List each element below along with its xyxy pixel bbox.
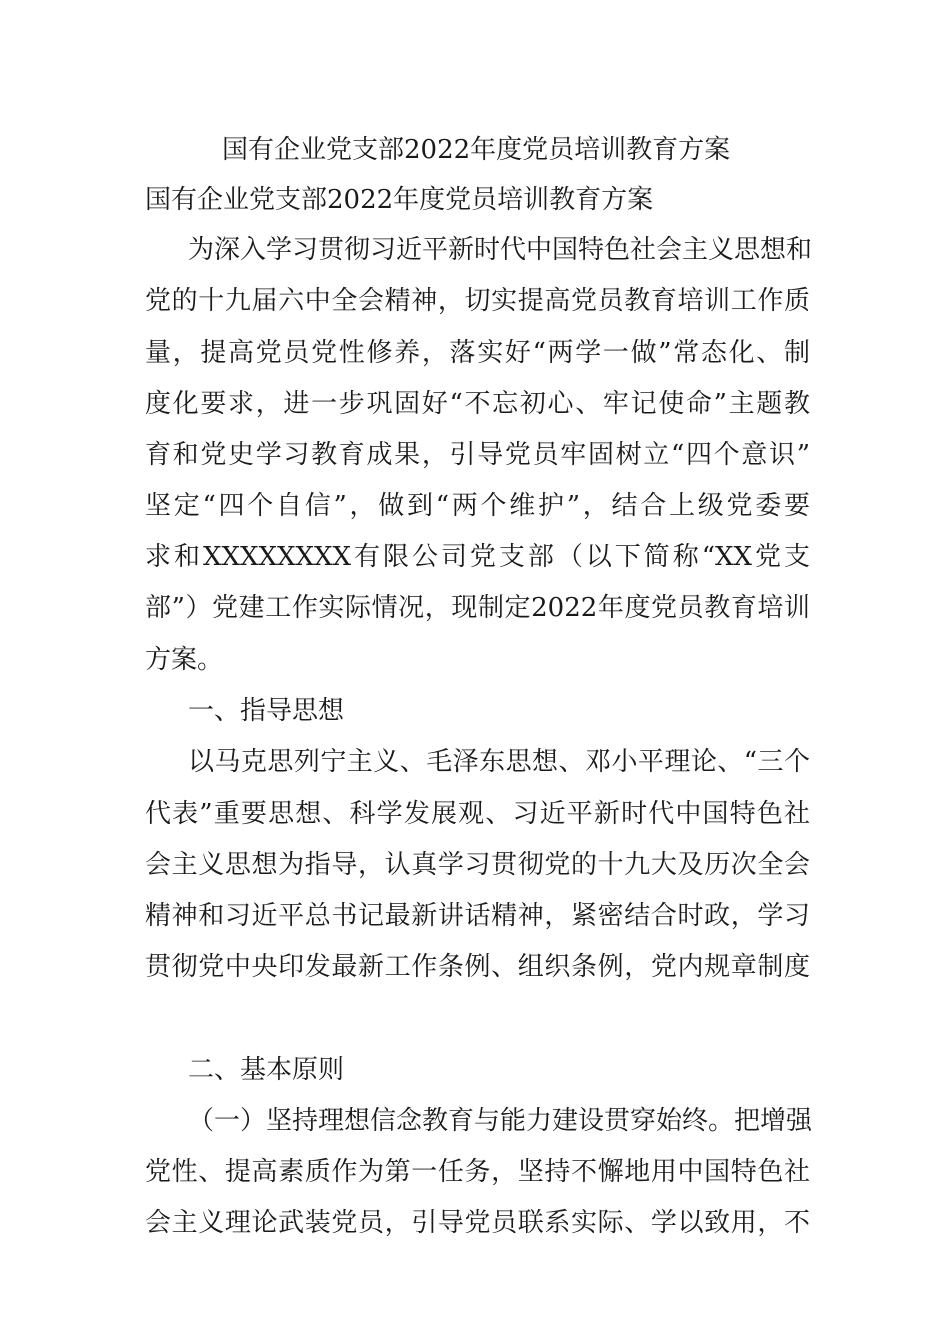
document-subtitle: 国有企业党支部2022年度党员培训教育方案 [145,185,654,215]
intro-line: 育和党史学习教育成果，引导党员牢固树立“四个意识” [145,440,810,470]
section1-line: 贯彻党中央印发最新工作条例、组织条例，党内规章制度 [145,952,810,982]
section2-line: （一）坚持理想信念教育与能力建设贯穿始终。把增强 [188,1106,813,1136]
intro-line: 方案。 [145,645,224,675]
intro-line: 量，提高党员党性修养，落实好“两学一做”常态化、制 [145,338,810,368]
intro-line: 求和XXXXXXXX有限公司党支部（以下简称“XX党支 [145,542,810,572]
section-heading-basic-principles: 二、基本原则 [188,1055,345,1085]
section1-line: 代表”重要思想、科学发展观、习近平新时代中国特色社 [145,799,810,829]
section1-line: 会主义思想为指导，认真学习贯彻党的十九大及历次全会 [145,850,810,880]
intro-line: 党的十九届六中全会精神，切实提高党员教育培训工作质 [145,286,810,316]
section2-line: 党性、提高素质作为第一任务，坚持不懈地用中国特色社 [145,1157,810,1187]
intro-line: 部”）党建工作实际情况，现制定2022年度党员教育培训 [145,593,810,623]
intro-line: 为深入学习贯彻习近平新时代中国特色社会主义思想和 [188,235,813,265]
section1-line: 以马克思列宁主义、毛泽东思想、邓小平理论、“三个 [188,747,810,777]
document-title: 国有企业党支部2022年度党员培训教育方案 [222,135,731,165]
section1-line: 精神和习近平总书记最新讲话精神，紧密结合时政，学习 [145,901,810,931]
section2-line: 会主义理论武装党员，引导党员联系实际、学以致用，不 [145,1208,810,1238]
intro-line: 坚定“四个自信”，做到“两个维护”，结合上级党委要 [145,491,810,521]
section-heading-guiding-ideology: 一、指导思想 [188,696,345,726]
intro-line: 度化要求，进一步巩固好“不忘初心、牢记使命”主题教 [145,389,810,419]
